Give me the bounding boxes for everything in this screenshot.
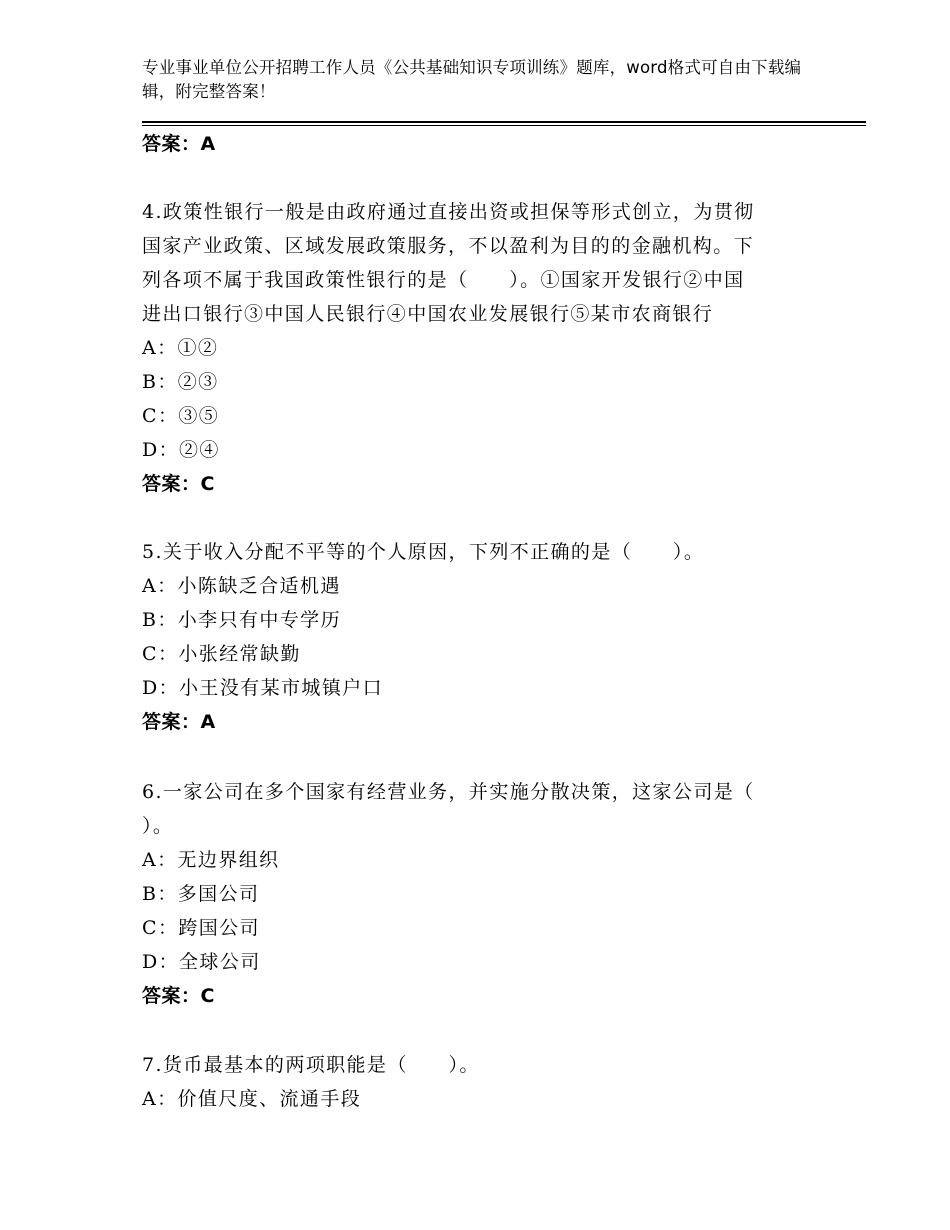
- question-7-stem-line-1: 7.货币最基本的两项职能是（ ）。: [142, 1054, 480, 1076]
- question-4-stem-line-4: 进出口银行③中国人民银行④中国农业发展银行⑤某市农商银行: [142, 303, 714, 325]
- question-6-option-c: C：跨国公司: [142, 917, 260, 939]
- question-4-stem-line-2: 国家产业政策、区域发展政策服务，不以盈利为目的的金融机构。下: [142, 235, 755, 257]
- question-5-option-b: B：小李只有中专学历: [142, 609, 341, 631]
- question-6-stem-line-2: ）。: [142, 815, 174, 837]
- question-4-option-a: A：①②: [142, 337, 219, 359]
- header-rule-thick: [142, 121, 866, 123]
- question-4-option-d: D：②④: [142, 439, 220, 461]
- question-6-option-a: A：无边界组织: [142, 849, 280, 871]
- question-4-stem-line-3: 列各项不属于我国政策性银行的是（ ）。①国家开发银行②中国: [142, 269, 745, 291]
- question-6-stem-line-1: 6.一家公司在多个国家有经营业务，并实施分散决策，这家公司是（: [142, 781, 755, 803]
- question-6-option-b: B：多国公司: [142, 883, 260, 905]
- question-4-option-c: C：③⑤: [142, 405, 220, 427]
- question-4-answer: 答案：C: [142, 473, 215, 495]
- question-5-option-d: D：小王没有某市城镇户口: [142, 677, 384, 699]
- page-header: 专业事业单位公开招聘工作人员《公共基础知识专项训练》题库，word格式可自由下载编辑，附完整答案！: [142, 58, 802, 101]
- question-5-option-a: A：小陈缺乏合适机遇: [142, 575, 341, 597]
- question-6-option-d: D：全球公司: [142, 951, 261, 973]
- question-5-option-c: C：小张经常缺勤: [142, 643, 301, 665]
- answer-line: 答案：A: [142, 133, 216, 155]
- question-6-answer: 答案：C: [142, 985, 215, 1007]
- question-4-option-b: B：②③: [142, 371, 219, 393]
- question-7-option-a: A：价值尺度、流通手段: [142, 1088, 362, 1110]
- question-5-stem-line-1: 5.关于收入分配不平等的个人原因，下列不正确的是（ ）。: [142, 541, 705, 563]
- question-5-answer: 答案：A: [142, 711, 216, 733]
- header-rule-thin: [142, 125, 866, 126]
- question-4-stem-line-1: 4.政策性银行一般是由政府通过直接出资或担保等形式创立，为贯彻: [142, 201, 755, 223]
